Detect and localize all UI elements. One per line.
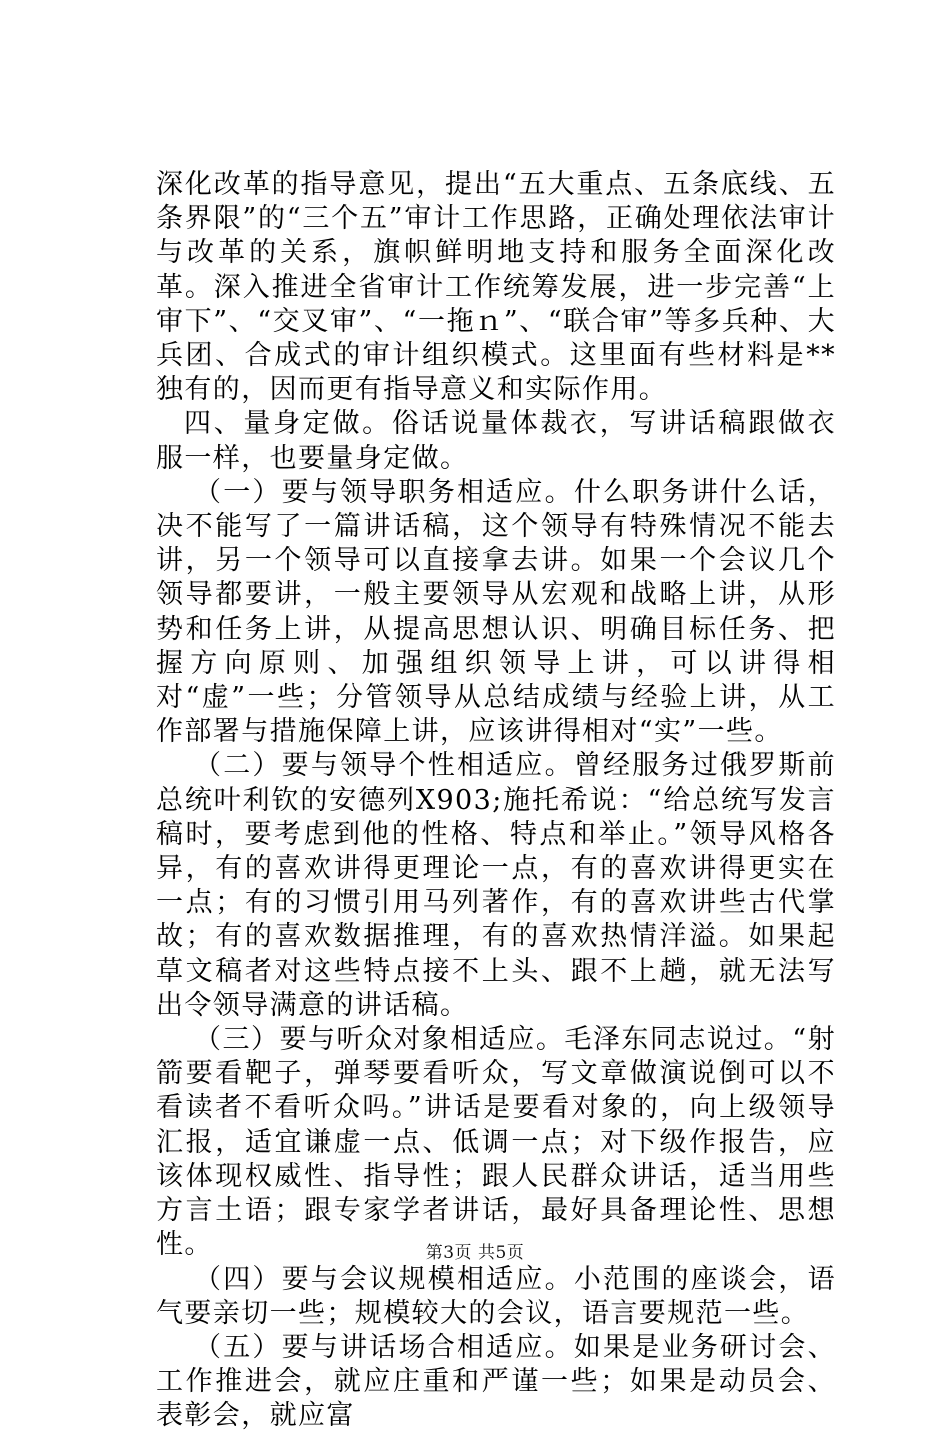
paragraph-item-five: （五）要与讲话场合相适应。如果是业务研讨会、工作推进会，就应庄重和严谨一些；如果是动员会、表彰会，就应富 xyxy=(156,1331,836,1432)
paragraph-item-three: （三）要与听众对象相适应。毛泽东同志说过。“射箭要看靶子，弹琴要看听众，写文章做演说倒可以不看读者不看听众吗。”讲话是要看对象的，向上级领导汇报，适宜谦虚一点、低调一点；对下级作报告，应该体现权威性、指导性；跟人民群众讲话，适当用些方言土语；跟专家学者讲话，最好具备理论性、思想性。 xyxy=(156,1024,836,1261)
page-number-footer: 第3页 共5页 xyxy=(425,1243,525,1263)
paragraph-item-four: （四）要与会议规模相适应。小范围的座谈会，语气要亲切一些；规模较大的会议，语言要规范一些。 xyxy=(156,1263,836,1329)
paragraph-section-four: 四、量身定做。俗话说量体裁衣，写讲话稿跟做衣服一样，也要量身定做。 xyxy=(156,408,836,474)
paragraph-continued: 深化改革的指导意见，提出“五大重点、五条底线、五条界限”的“三个五”审计工作思路，正确处理依法审计与改革的关系，旗帜鲜明地支持和服务全面深化改革。深入推进全省审计工作统筹发展，进一步完善“上审下”、“交叉审”、“一拖ｎ”、“联合审”等多兵种、大兵团、合成式的审计组织模式。这里面有些材料是**独有的，因而更有指导意义和实际作用。 xyxy=(156,169,836,406)
paragraph-item-two: （二）要与领导个性相适应。曾经服务过俄罗斯前总统叶利钦的安德列X903;施托希说：“给总统写发言稿时，要考虑到他的性格、特点和举止。”领导风格各异，有的喜欢讲得更理论一点，有的喜欢讲得更实在一点；有的习惯引用马列著作，有的喜欢讲些古代掌故；有的喜欢数据推理，有的喜欢热情洋溢。如果起草文稿者对这些特点接不上头、跟不上趟，就无法写出令领导满意的讲话稿。 xyxy=(156,750,836,1021)
paragraph-item-one: （一）要与领导职务相适应。什么职务讲什么话，决不能写了一篇讲话稿，这个领导有特殊情况不能去讲，另一个领导可以直接拿去讲。如果一个会议几个领导都要讲，一般主要领导从宏观和战略上讲，从形势和任务上讲，从提高思想认识、明确目标任务、把握方向原则、加强组织领导上讲，可以讲得相对“虚”一些；分管领导从总结成绩与经验上讲，从工作部署与措施保障上讲，应该讲得相对“实”一些。 xyxy=(156,476,836,748)
